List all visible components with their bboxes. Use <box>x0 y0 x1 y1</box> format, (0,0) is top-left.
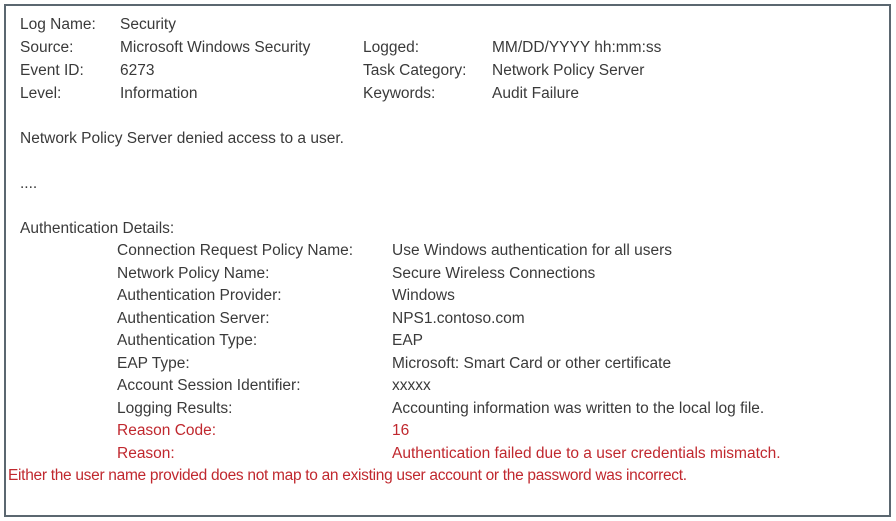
source-value: Microsoft Windows Security <box>120 39 311 56</box>
reason-code-value: 16 <box>392 422 410 439</box>
event-header <box>20 13 877 105</box>
detail-value: Secure Wireless Connections <box>392 264 596 282</box>
detail-value: EAP <box>392 332 424 349</box>
detail-row <box>20 308 877 331</box>
reason-label: Reason: <box>117 444 175 462</box>
log-name-label: Log Name: <box>20 16 96 33</box>
reason-row <box>20 443 877 466</box>
detail-row <box>20 375 877 398</box>
reason-value: Authentication failed due to a user credentials mismatch. <box>392 444 781 462</box>
event-log-panel <box>4 4 891 517</box>
task-category-value: Network Policy Server <box>492 62 645 79</box>
detail-value: NPS1.contoso.com <box>392 309 525 327</box>
detail-value: Use Windows authentication for all users <box>392 242 672 259</box>
detail-label: Logging Results: <box>117 399 233 417</box>
log-name-value: Security <box>120 16 176 33</box>
detail-row <box>20 353 877 376</box>
event-id-label: Event ID: <box>20 62 84 79</box>
detail-row <box>20 285 877 308</box>
task-category-label: Task Category: <box>363 62 467 79</box>
detail-label: Authentication Server: <box>117 309 270 327</box>
authentication-details-heading: Authentication Details: <box>20 220 175 237</box>
omitted-text-ellipsis: .... <box>20 175 38 192</box>
header-row <box>20 82 877 105</box>
reason-code-label: Reason Code: <box>117 422 217 439</box>
detail-value: Accounting information was written to the local log file. <box>392 399 765 417</box>
detail-label: Account Session Identifier: <box>117 377 301 394</box>
header-row <box>20 59 877 82</box>
detail-value: Windows <box>392 287 455 304</box>
authentication-details-list <box>20 240 877 465</box>
detail-row <box>20 330 877 353</box>
detail-row <box>20 263 877 286</box>
logged-label: Logged: <box>363 39 420 56</box>
header-row <box>20 13 877 36</box>
event-message: Network Policy Server denied access to a user. <box>20 130 344 147</box>
detail-label: Connection Request Policy Name: <box>117 242 354 259</box>
logged-value: MM/DD/YYYY hh:mm:ss <box>492 39 662 56</box>
detail-label: Network Policy Name: <box>117 264 270 282</box>
header-row <box>20 36 877 59</box>
reason-explanation-text: Either the user name provided does not map to an existing user account or the password was incorrect. <box>8 467 687 484</box>
source-label: Source: <box>20 39 74 56</box>
detail-label: EAP Type: <box>117 354 190 372</box>
level-value: Information <box>120 85 198 102</box>
keywords-value: Audit Failure <box>492 85 580 102</box>
detail-label: Authentication Provider: <box>117 287 282 304</box>
detail-row <box>20 240 877 263</box>
detail-row <box>20 398 877 421</box>
event-id-value: 6273 <box>120 62 155 79</box>
detail-value: Microsoft: Smart Card or other certificate <box>392 354 672 372</box>
detail-label: Authentication Type: <box>117 332 258 349</box>
reason-code-row <box>20 420 877 443</box>
keywords-label: Keywords: <box>363 85 436 102</box>
detail-value: xxxxx <box>392 377 431 394</box>
level-label: Level: <box>20 85 62 102</box>
